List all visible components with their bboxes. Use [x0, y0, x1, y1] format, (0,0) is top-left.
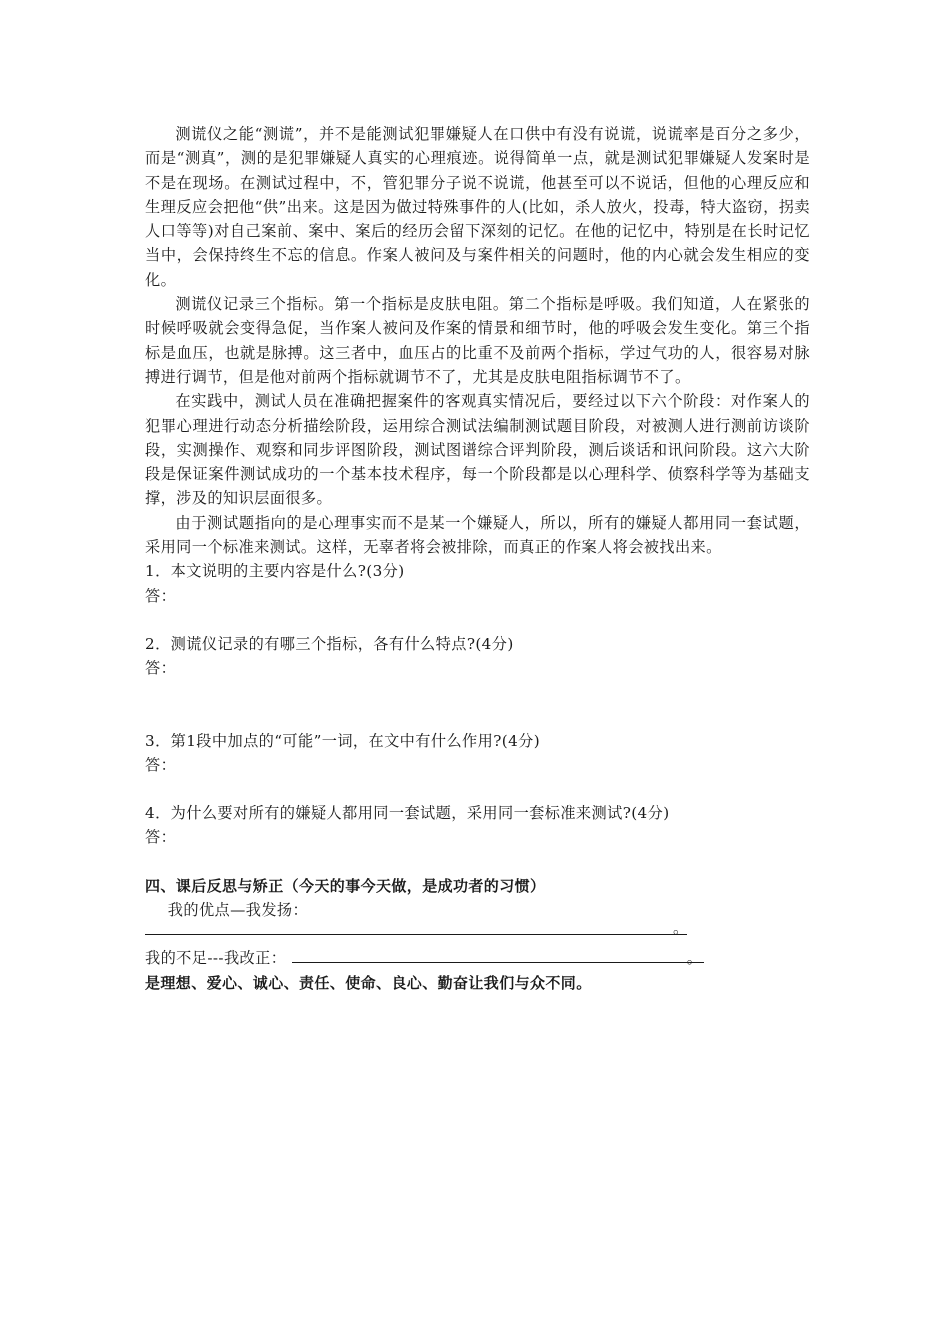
passage-paragraph-3: 在实践中，测试人员在准确把握案件的客观真实情况后，要经过以下六个阶段：对作案人的犯罪心理进行动态分析描绘阶段，运用综合测试法编制测试题目阶段，对被测人进行测前访谈阶段，实测操作、观察和同步评图阶段，测试图谱综合评判阶段，测后谈话和讯问阶段。这六大阶段是保证案件测试成功的一个基本技术程序，每一个阶段都是以心理科学、侦察科学等为基础支撑，涉及的知识层面很多。: [145, 392, 810, 508]
answer-space-1: [145, 608, 810, 632]
strength-label: 我的优点—我发扬：: [167, 901, 309, 920]
question-1: 1．本文说明的主要内容是什么?(3分): [145, 562, 405, 581]
answer-space-2: [145, 681, 810, 729]
passage-paragraph-1: 测谎仪之能“测谎”，并不是能测试犯罪嫌疑人在口供中有没有说谎，说谎率是百分之多少，而是“测真”，测的是犯罪嫌疑人真实的心理痕迹。说得简单一点，就是测试犯罪嫌疑人发案时是不是在现场。在测试过程中，不，管犯罪分子说不说谎，他甚至可以不说话，但他的心理反应和生理反应会把他“供”出来。这是因为做过特殊事件的人(比如，杀人放火，投毒，特大盗窃，拐卖人口等等)对自己案前、案中、案后的经历会留下深刻的记忆。在他的记忆中，特别是在长时记忆当中，会保持终生不忘的信息。作案人被问及与案件相关的问题时，他的内心就会发生相应的变化。: [145, 125, 810, 289]
reflection-title: 四、课后反思与矫正（今天的事今天做，是成功者的习惯）: [145, 876, 546, 895]
worksheet-page: [145, 122, 810, 995]
weakness-row: [145, 944, 810, 970]
motto: 是理想、爱心、诚心、责任、使命、良心、勤奋让我们与众不同。: [145, 973, 592, 992]
answer-space-3: [145, 777, 810, 801]
question-4: 4．为什么要对所有的嫌疑人都用同一套试题，采用同一套标准来测试?(4分): [145, 804, 670, 823]
answer-space-4: [145, 850, 810, 874]
answer-label-2: 答：: [145, 659, 177, 678]
passage-paragraph-4: 由于测试题指向的是心理事实而不是某一个嫌疑人，所以，所有的嫌疑人都用同一套试题，采用同一个标准来测试。这样，无辜者将会被排除，而真正的作案人将会被找出来。: [145, 513, 810, 557]
weakness-label: 我的不足---我改正：: [145, 949, 287, 968]
question-2: 2．测谎仪记录的有哪三个指标，各有什么特点?(4分): [145, 634, 514, 653]
strength-period: 。: [673, 919, 689, 938]
strength-blank-line: [145, 919, 810, 938]
question-3: 3．第1段中加点的“可能”一词，在文中有什么作用?(4分): [145, 731, 541, 750]
passage-paragraph-2: 测谎仪记录三个指标。第一个指标是皮肤电阻。第二个指标是呼吸。我们知道，人在紧张的时候呼吸就会变得急促，当作案人被问及作案的情景和细节时，他的呼吸会发生变化。第三个指标是血压，也就是脉搏。这三者中，血压占的比重不及前两个指标，学过气功的人，很容易对脉搏进行调节，但是他对前两个指标就调节不了，尤其是皮肤电阻指标调节不了。: [145, 295, 810, 386]
answer-label-3: 答：: [145, 755, 177, 774]
weakness-blank-line: [292, 944, 704, 968]
answer-label-1: 答：: [145, 586, 177, 605]
weakness-period: 。: [686, 949, 703, 968]
answer-label-4: 答：: [145, 828, 177, 847]
